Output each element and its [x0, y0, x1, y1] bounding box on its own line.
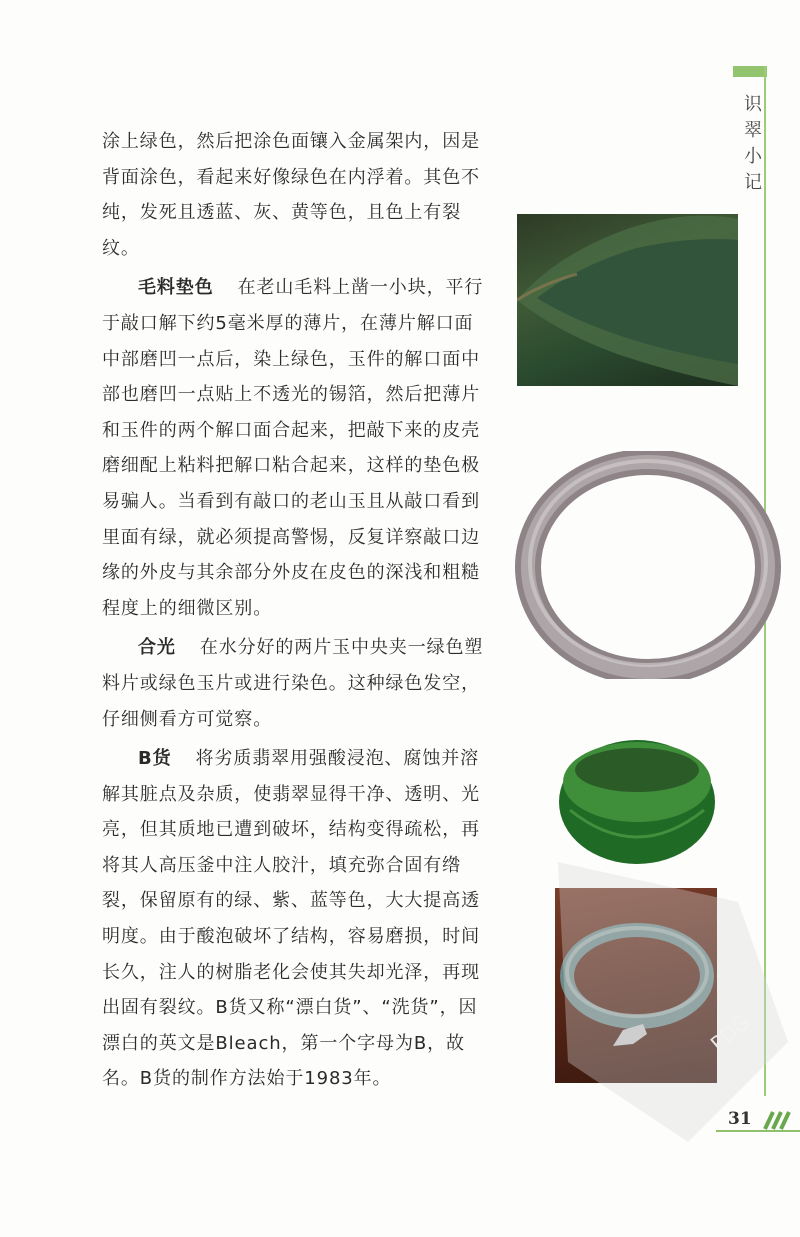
slash-ornament-icon [759, 1110, 797, 1130]
page-number: 31 [728, 1109, 752, 1129]
chapter-tab [733, 66, 767, 77]
paragraph-text: 在水分好的两片玉中央夹一绿色塑料片或绿色玉片或进行染色。这种绿色发空，仔细侧看方可觉察。 [102, 637, 484, 730]
paragraph-heading: B货 [138, 748, 172, 770]
body-text [102, 124, 492, 1097]
paragraph-text: 涂上绿色，然后把涂色面镶入金属架内，因是背面涂色，看起来好像绿色在内浮着。其色不纯，发死且透蓝、灰、黄等色，且色上有裂纹。 [102, 131, 480, 259]
paragraph-text: 将劣质翡翠用强酸浸泡、腐蚀并溶解其脏点及杂质，使翡翠显得干净、透明、光亮，但其质地已遭到破坏，结构变得疏松，再将其人高压釜中注人胶汁，填充弥合固有绺裂，保留原有的绿、紫、蓝等色，大大提高透明度。由于酸泡破坏了结构，容易磨损，时间长久，注人的树脂老化会使其失却光泽，再现出固有裂纹。B货又称“漂白货”、“洗货”，因漂白的英文是Bleach，第一个字母为B，故名。B货的制作方法始于1983年。 [102, 748, 480, 1090]
sidebar-title: 识翠小记 [744, 94, 762, 193]
paragraph-3 [102, 741, 492, 1097]
paragraph-heading: 合光 [138, 637, 176, 659]
watermark-label: PDG [705, 1009, 755, 1056]
paragraph-text: 在老山毛料上凿一小块，平行于敲口解下约5毫米厚的薄片，在薄片解口面中部磨凹一点后，染上绿色，玉件的解口面中部也磨凹一点贴上不透光的锡箔，然后把薄片和玉件的两个解口面合起来，把敲下来的皮壳磨细配上粘料把解口粘合起来，这样的垫色极易骗人。当看到有敲口的老山玉且从敲口看到里面有绿，就必须提高警惕，反复详察敲口边缘的外皮与其余部分外皮在皮色的深浅和粗糙程度上的细微区别。 [102, 277, 484, 619]
jade-stone-photo [517, 214, 738, 386]
watermark-stamp [538, 842, 788, 1142]
paragraph-2 [102, 630, 492, 737]
page-rule [716, 1130, 800, 1132]
paragraph-heading: 毛料垫色 [138, 277, 214, 299]
pale-bangle-photo [514, 451, 784, 679]
paragraph-1 [102, 270, 492, 626]
paragraph-0 [102, 124, 492, 266]
